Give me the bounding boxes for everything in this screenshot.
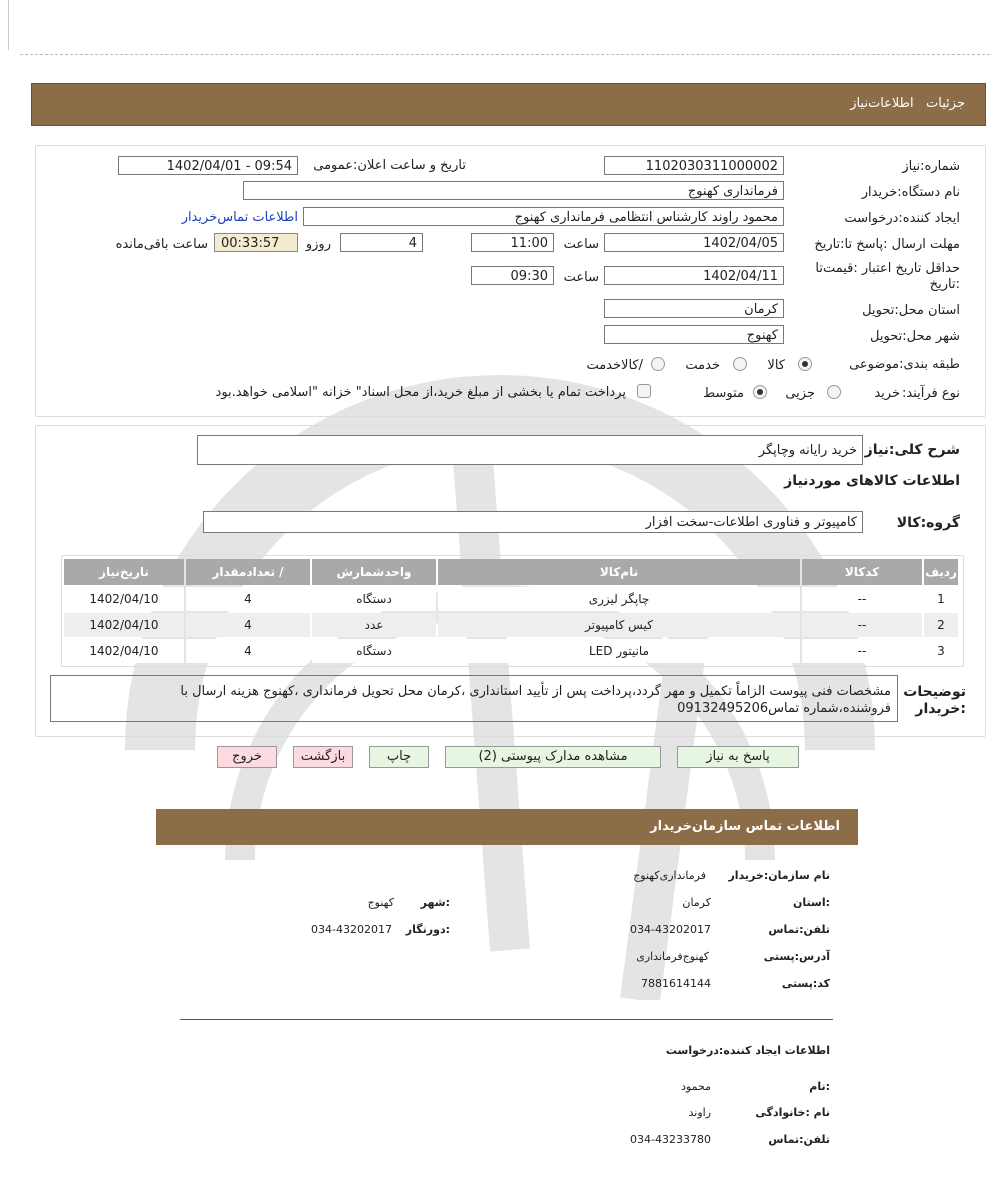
contact-province-value: کرمان [682,896,711,909]
summary-label: شرح کلی:نیاز [864,442,960,458]
cell-date: 1402/04/10 [64,587,184,611]
exit-button[interactable]: خروج [217,746,277,768]
cell-row: 1 [924,587,958,611]
province-label: استان محل:تحویل [862,303,960,318]
buyer-org-label: نام دستگاه:خریدار [861,185,960,200]
buyer-contact-link[interactable]: اطلاعات تماس‌خریدار [181,210,298,225]
cat-goods-service-label: /کالاخدمت [586,358,643,373]
process-medium-label: متوسط [703,386,744,401]
process-minor-radio[interactable] [827,385,841,399]
contact-city-value: کهنوج [367,896,394,909]
announce-field: 1402/04/01 - 09:54 [118,156,298,175]
deadline-time-label: ساعت [563,237,599,252]
cell-qty: 4 [186,613,310,637]
city-label: شهر محل:تحویل [870,329,960,344]
process-buy-label: خرید [874,386,900,401]
process-label: نوع فرآیند: [902,386,960,401]
remaining-timer: 00:33:57 [214,233,298,252]
table-row [64,613,958,637]
validity-label-2: :تاریخ [929,277,960,292]
days-field: 4 [340,233,423,252]
name-value: محمود [681,1080,711,1093]
table-header-row [64,559,958,585]
cat-goods-label: کالا [767,358,785,373]
cat-service-label: خدمت [685,358,720,373]
cell-name: چاپگر لیزری [438,587,800,611]
address-label: آدرس:پستی [763,950,830,963]
deadline-label: مهلت ارسال :پاسخ تا:تاریخ [814,237,960,252]
cell-date: 1402/04/10 [64,639,184,663]
cell-qty: 4 [186,587,310,611]
summary-field: خرید رایانه وچاپگر [197,435,863,465]
creator-section-title: اطلاعات ایجاد کننده:درخواست [665,1044,830,1057]
fax-value: 034-43202017 [311,923,392,936]
announce-label: تاریخ و ساعت اعلان:عمومی [313,158,466,173]
family-label: نام :خانوادگی [755,1106,830,1119]
contact-city-label: :شهر [420,896,450,909]
cell-row: 3 [924,639,958,663]
breadcrumb-need-info[interactable]: اطلاعات‌نیاز [850,96,914,111]
address-value: کهنوج‌فرمانداری [636,950,709,963]
cell-unit: دستگاه [312,639,436,663]
org-value: فرمانداری‌کهنوج [633,869,706,882]
process-minor-label: جزیی [785,386,815,401]
need-number-label: شماره:نیاز [902,159,960,174]
fax-label: :دورنگار [405,923,450,936]
org-label: نام سازمان:خریدار [728,869,830,882]
remaining-label: ساعت باقی‌مانده [115,237,208,252]
cell-row: 2 [924,613,958,637]
cat-service-radio[interactable] [733,357,747,371]
notes-label-2: :خریدار [915,701,966,717]
family-value: راوند [688,1106,711,1119]
payment-note: پرداخت تمام یا بخشی از مبلغ خرید،از محل اسناد" خزانه "اسلامی خواهد.بود [215,385,626,400]
province-field: کرمان [604,299,784,318]
goods-info-title: اطلاعات کالاهای موردنیاز [784,473,960,489]
table-row [64,639,958,663]
col-unit: واحدشمارش [312,559,436,585]
process-medium-radio[interactable] [753,385,767,399]
category-label: طبقه بندی:موضوعی [849,357,960,372]
cat-goods-service-radio[interactable] [651,357,665,371]
notes-box [50,675,898,722]
notes-text-1: مشخصات فنی پیوست الزاماً تکمیل و مهر گردد،پرداخت پس از تأیید استانداری ،کرمان محل تحویل فرمانداری ،کهنوج هزینه ارسال با [180,684,891,699]
cell-unit: عدد [312,613,436,637]
cell-qty: 4 [186,639,310,663]
deadline-time-field: 11:00 [471,233,554,252]
print-button[interactable]: چاپ [369,746,429,768]
days-label: روزو [305,237,331,252]
notes-label-1: توضیحات [903,684,966,700]
city-field: کهنوج [604,325,784,344]
col-qty: / تعدادمقدار [186,559,310,585]
validity-date-field: 1402/04/11 [604,266,784,285]
cell-code: -- [802,587,922,611]
contact-province-label: :استان [793,896,830,909]
contact-phone-value: 034-43202017 [630,923,711,936]
goods-group-label: گروه:کالا [896,515,960,531]
col-date: تاریخ‌نیاز [64,559,184,585]
back-button[interactable]: بازگشت [293,746,353,768]
attachments-button[interactable]: مشاهده مدارک پیوستی (2) [445,746,661,768]
cell-unit: دستگاه [312,587,436,611]
validity-label-1: حداقل تاریخ اعتبار :قیمت‌تا [815,261,960,276]
table-row [64,587,958,611]
goods-group-field: کامپیوتر و فناوری اطلاعات-سخت افزار [203,511,863,533]
cell-date: 1402/04/10 [64,613,184,637]
page-header [31,83,986,126]
cell-name: مانیتور LED [438,639,800,663]
creator-phone-value: 034-43233780 [630,1133,711,1146]
col-row: ردیف [924,559,958,585]
postal-label: کد:پستی [781,977,830,990]
items-table [62,557,960,665]
notes-text-2: فروشنده،شماره تماس09132495206 [677,701,891,716]
contact-phone-label: تلفن:تماس [768,923,830,936]
cell-name: کیس کامپیوتر [438,613,800,637]
deadline-date-field: 1402/04/05 [604,233,784,252]
breadcrumb-details[interactable]: جزئیات [926,96,965,111]
validity-time-field: 09:30 [471,266,554,285]
creator-field: محمود راوند کارشناس انتظامی فرمانداری کهنوج [303,207,784,226]
col-code: کدکالا [802,559,922,585]
name-label: :نام [809,1080,830,1093]
postal-value: 7881614144 [641,977,711,990]
section-divider [180,1019,833,1020]
contact-header [156,809,858,845]
treasury-payment-checkbox[interactable] [637,384,651,398]
cat-goods-radio[interactable] [798,357,812,371]
contact-title: اطلاعات تماس سازمان‌خریدار [650,819,840,834]
col-name: نام‌کالا [438,559,800,585]
creator-phone-label: تلفن:تماس [768,1133,830,1146]
buyer-org-field: فرمانداری کهنوج [243,181,784,200]
creator-label: ایجاد کننده:درخواست [844,211,960,226]
validity-time-label: ساعت [563,270,599,285]
need-number-field: 1102030311000002 [604,156,784,175]
cell-code: -- [802,613,922,637]
reply-button[interactable]: پاسخ به نیاز [677,746,799,768]
cell-code: -- [802,639,922,663]
